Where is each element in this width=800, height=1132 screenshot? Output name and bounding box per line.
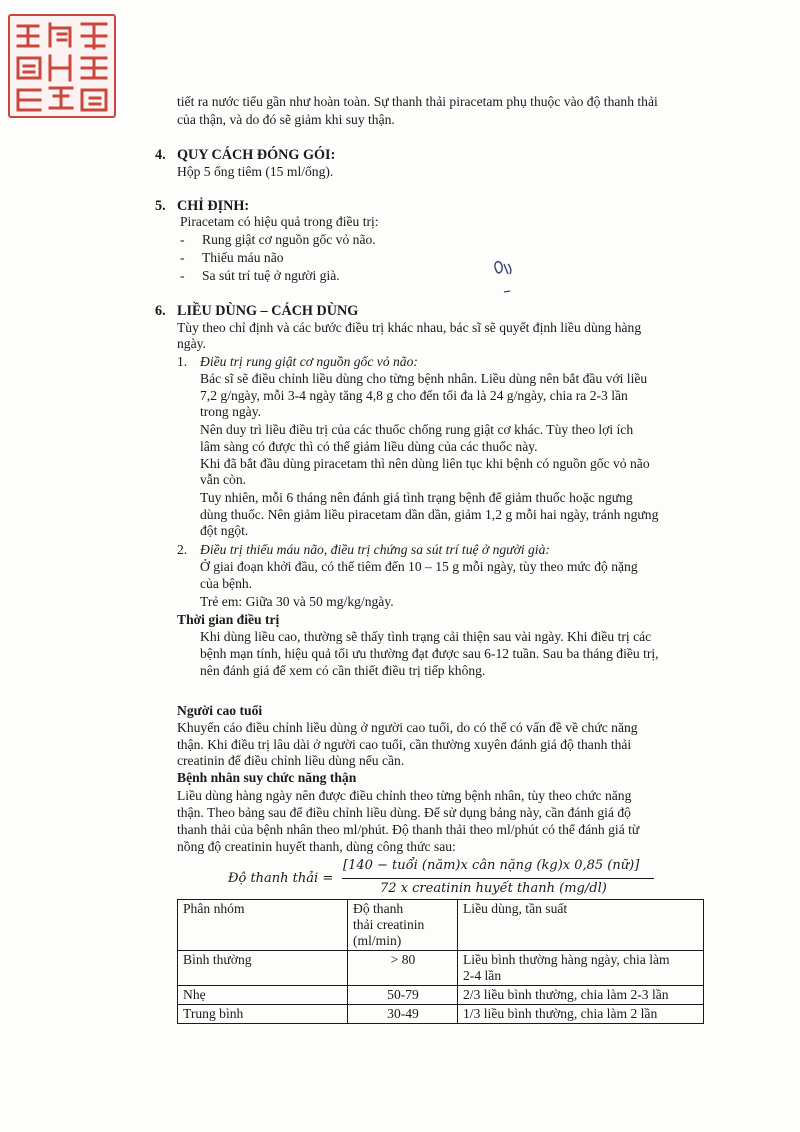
section5-bullet-2: -: [180, 250, 185, 265]
dose-line: Liều bình thường hàng ngày, chia làm: [463, 952, 670, 967]
elderly-line: Khuyến cáo điều chỉnh liều dùng ở người cao tuổi, do có thể có vấn đề về chức năng: [177, 720, 638, 735]
section4-title: QUY CÁCH ĐÓNG GÓI:: [177, 147, 336, 163]
renal-title: Bệnh nhân suy chức năng thận: [177, 770, 357, 785]
sub2-line: của bệnh.: [200, 576, 253, 591]
sub1-line: lâm sàng có được thì có thể giảm liều dùng của các thuốc này.: [200, 439, 538, 454]
section5-bullet-1: -: [180, 232, 185, 247]
sub1-line: vẫn còn.: [200, 472, 247, 487]
table-header-cell: [348, 900, 458, 951]
renal-line: nồng độ creatinin huyết thanh, dùng công thức sau:: [177, 839, 456, 854]
sub1-line: Bác sĩ sẽ điều chỉnh liều dùng cho từng bệnh nhân. Liều dùng nên bắt đầu với liều: [200, 371, 648, 386]
table-row: [178, 951, 704, 986]
section5-intro: Piracetam có hiệu quả trong điều trị:: [180, 214, 379, 229]
sub1-title: Điều trị rung giật cơ nguồn gốc vỏ não:: [200, 354, 418, 369]
section5-item-1: Rung giật cơ nguồn gốc vỏ não.: [202, 232, 376, 247]
duration-line: nên đánh giá để xem có cần thiết điều trị tiếp không.: [200, 663, 486, 678]
renal-line: Liều dùng hàng ngày nên được điều chỉnh theo từng bệnh nhân, tùy theo chức năng: [177, 788, 632, 803]
sub2-title: Điều trị thiếu máu não, điều trị chứng sa sút trí tuệ ở người già:: [200, 542, 550, 557]
intro-line-1: tiết ra nước tiểu gần như hoàn toàn. Sự thanh thải piracetam phụ thuộc vào độ thanh thải: [177, 94, 658, 109]
table-cell-clearance: 50-79: [348, 986, 458, 1005]
renal-line: thanh thải của bệnh nhân theo ml/phút. Độ thanh thải theo ml/phút có thể đánh giá từ: [177, 822, 640, 837]
header-line: Độ thanh: [353, 901, 404, 916]
table-cell-clearance: > 80: [348, 951, 458, 986]
seal-glyphs: [10, 16, 114, 116]
sub1-line: dùng thuốc. Nên giảm liều piracetam dần dần, giảm 1,2 g mỗi hai ngày, tránh ngưng: [200, 507, 659, 522]
section6-title: LIỀU DÙNG – CÁCH DÙNG: [177, 303, 359, 319]
section4-text: Hộp 5 ống tiêm (15 ml/ống).: [177, 164, 334, 179]
sub2-number: 2.: [177, 542, 188, 557]
elderly-line: creatinin để điều chỉnh liều dùng nếu cần.: [177, 753, 405, 768]
renal-dose-table: [177, 899, 704, 1024]
section6-number: 6.: [155, 303, 166, 319]
duration-title: Thời gian điều trị: [177, 612, 280, 627]
sub1-number: 1.: [177, 354, 188, 369]
section6-intro-2: ngày.: [177, 336, 206, 351]
formula-lhs: Độ thanh thải =: [228, 871, 334, 886]
table-cell-dose: 1/3 liều bình thường, chia làm 2 lần: [458, 1005, 704, 1024]
section5-title: CHỈ ĐỊNH:: [177, 198, 250, 214]
table-header-row: [178, 900, 704, 951]
formula-denominator: 72 x creatinin huyết thanh (mg/dl): [380, 881, 607, 896]
renal-line: thận. Theo bảng sau để điều chỉnh liều dùng. Để sử dụng bảng này, cần đánh giá độ: [177, 805, 631, 820]
table-cell-group: Trung bình: [178, 1005, 348, 1024]
section5-item-3: Sa sút trí tuệ ở người già.: [202, 268, 340, 283]
red-seal-stamp: [8, 14, 116, 118]
sub1-line: Tuy nhiên, mỗi 6 tháng nên đánh giá tình trạng bệnh để giảm thuốc hoặc ngưng: [200, 490, 633, 505]
sub2-line: Ở giai đoạn khởi đầu, có thể tiêm đến 10 – 15 g mỗi ngày, tùy theo mức độ nặng: [200, 559, 638, 574]
formula-fraction-bar: [342, 878, 654, 879]
table-cell-clearance: 30-49: [348, 1005, 458, 1024]
table-cell-group: Bình thường: [178, 951, 348, 986]
handwritten-initial: [490, 256, 530, 296]
table-cell-group: Nhẹ: [178, 986, 348, 1005]
duration-line: bệnh mạn tính, hiệu quả tối ưu thường đạt được sau 6-12 tuần. Sau ba tháng điều trị,: [200, 646, 659, 661]
formula-numerator: [140 − tuổi (năm)x cân nặng (kg)x 0,85 (nữ)]: [343, 858, 640, 873]
table-row: [178, 986, 704, 1005]
table-header-cell: Liều dùng, tần suất: [458, 900, 704, 951]
sub1-line: trong ngày.: [200, 404, 262, 419]
sub1-line: đột ngột.: [200, 523, 249, 538]
table-row: [178, 1005, 704, 1024]
dose-line: 2-4 lần: [463, 968, 502, 983]
table-cell-dose: [458, 951, 704, 986]
section4-number: 4.: [155, 147, 166, 163]
sub1-line: Nên duy trì liều điều trị của các thuốc chống rung giật cơ khác. Tùy theo lợi ích: [200, 422, 634, 437]
section5-number: 5.: [155, 198, 166, 214]
section6-intro-1: Tùy theo chỉ định và các bước điều trị khác nhau, bác sĩ sẽ quyết định liều dùng hàng: [177, 320, 642, 335]
intro-line-2: của thận, và do đó sẽ giảm khi suy thận.: [177, 112, 395, 127]
elderly-title: Người cao tuổi: [177, 703, 263, 718]
section5-item-2: Thiếu máu não: [202, 250, 284, 265]
sub1-line: Khi đã bắt đầu dùng piracetam thì nên dùng liên tục khi bệnh có nguồn gốc vỏ não: [200, 456, 650, 471]
section5-bullet-3: -: [180, 268, 185, 283]
header-line: thải creatinin: [353, 917, 425, 932]
elderly-line: thận. Khi điều trị lâu dài ở người cao tuổi, cần thường xuyên đánh giá độ thanh thải: [177, 737, 632, 752]
sub2-line: Trẻ em: Giữa 30 và 50 mg/kg/ngày.: [200, 594, 394, 609]
duration-line: Khi dùng liều cao, thường sẽ thấy tình trạng cải thiện sau vài ngày. Khi điều trị các: [200, 629, 652, 644]
table-cell-dose: 2/3 liều bình thường, chia làm 2-3 lần: [458, 986, 704, 1005]
header-line: (ml/min): [353, 933, 402, 948]
table-header-cell: Phân nhóm: [178, 900, 348, 951]
sub1-line: 7,2 g/ngày, mỗi 3-4 ngày tăng 4,8 g cho đến tối đa là 24 g/ngày, chia ra 2-3 lần: [200, 388, 628, 403]
